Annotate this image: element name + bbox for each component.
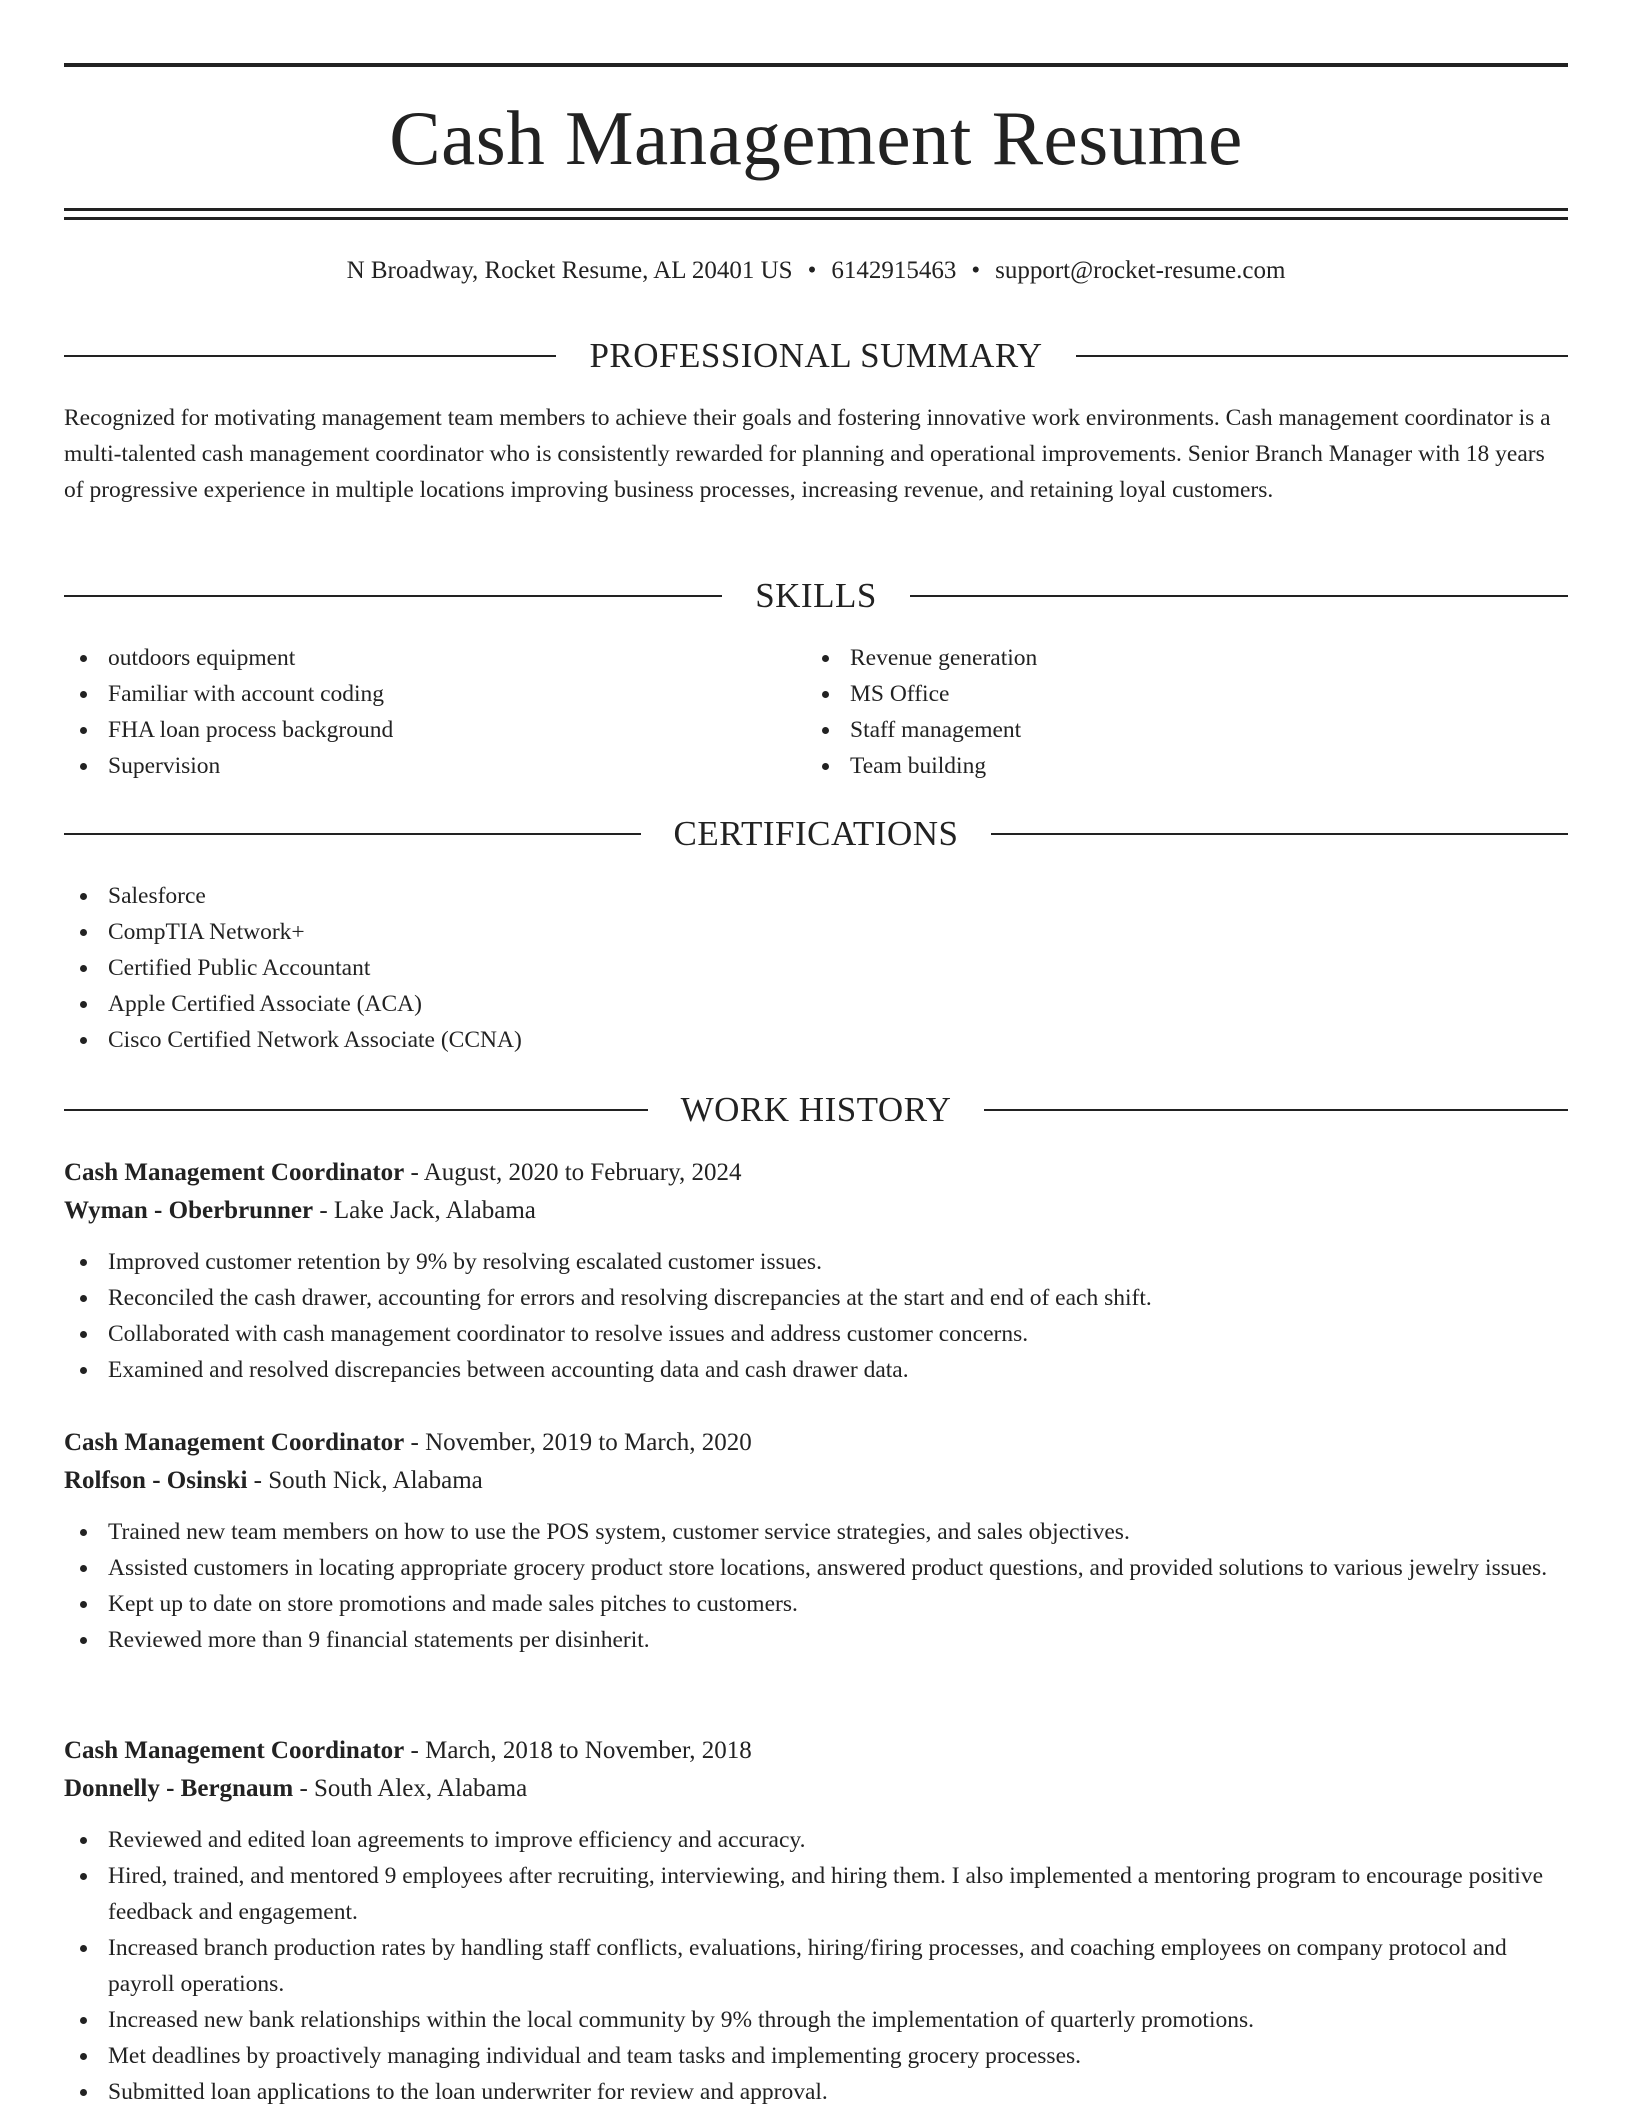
job-bullet: Submitted loan applications to the loan underwriter for review and approval. — [64, 2074, 1568, 2110]
job-company: Donnelly - Bergnaum — [64, 1775, 294, 1802]
section-rule — [64, 355, 556, 357]
job-bullet: Increased branch production rates by handling staff conflicts, evaluations, hiring/firing processes, and coaching employees on company protocol and payroll operations. — [64, 1930, 1568, 2002]
certification-item: Cisco Certified Network Associate (CCNA) — [64, 1022, 1568, 1058]
summary-text: Recognized for motivating management team members to achieve their goals and fostering innovative work environments. Cash management coordinator is a multi-talented cash management coordinator who is consistently rewarded for planning and operational improvements. Senior Branch Manager with 18 years of progressive experience in multiple locations improving business processes, increasing revenue, and retaining loyal customers. — [64, 405, 1551, 503]
job-title-line — [64, 1154, 1568, 1192]
section-heading-work-history — [64, 1088, 1568, 1132]
job-company-line — [64, 1462, 1568, 1500]
resume-title: Cash Management Resume — [389, 95, 1243, 181]
job-bullet: Reconciled the cash drawer, accounting for errors and resolving discrepancies at the start and end of each shift. — [64, 1280, 1568, 1316]
job-bullet: Reviewed more than 9 financial statements per disinherit. — [64, 1622, 1568, 1658]
skill-item: outdoors equipment — [64, 640, 764, 676]
skill-item: Staff management — [806, 712, 1506, 748]
section-heading-certifications — [64, 812, 1568, 856]
section-title: WORK HISTORY — [680, 1090, 952, 1129]
job-bullet: Improved customer retention by 9% by resolving escalated customer issues. — [64, 1244, 1568, 1280]
skill-item: MS Office — [806, 676, 1506, 712]
skill-item: Revenue generation — [806, 640, 1506, 676]
section-title: CERTIFICATIONS — [673, 814, 959, 853]
job-bullet: Increased new bank relationships within the local community by 9% through the implementation of quarterly promotions. — [64, 2002, 1568, 2038]
contact-email: support@rocket-resume.com — [995, 257, 1286, 284]
section-rule — [991, 833, 1568, 835]
job-title-line — [64, 1424, 1568, 1462]
contact-separator: • — [807, 257, 817, 284]
job-company-line — [64, 1192, 1568, 1230]
contact-line — [64, 253, 1568, 289]
job-title-line — [64, 1732, 1568, 1770]
top-rule — [64, 63, 1568, 67]
section-rule — [64, 595, 722, 597]
certifications-list — [64, 878, 1568, 1058]
title-double-rule — [64, 208, 1568, 220]
section-rule — [984, 1109, 1568, 1111]
certification-item: Apple Certified Associate (ACA) — [64, 986, 1568, 1022]
section-rule — [1076, 355, 1568, 357]
section-rule — [64, 1109, 648, 1111]
certification-item: Certified Public Accountant — [64, 950, 1568, 986]
job-bullet: Reviewed and edited loan agreements to improve efficiency and accuracy. — [64, 1822, 1568, 1858]
job-bullets — [64, 1822, 1568, 2110]
job-bullet: Collaborated with cash management coordinator to resolve issues and address customer concerns. — [64, 1316, 1568, 1352]
job-entry — [64, 1424, 1568, 1658]
job-location: - Lake Jack, Alabama — [313, 1197, 536, 1224]
job-title: Cash Management Coordinator — [64, 1159, 405, 1186]
certification-item: CompTIA Network+ — [64, 914, 1568, 950]
skill-item: Familiar with account coding — [64, 676, 764, 712]
section-heading-skills — [64, 574, 1568, 618]
contact-address: N Broadway, Rocket Resume, AL 20401 US — [346, 257, 793, 284]
section-heading-summary — [64, 334, 1568, 378]
section-title: PROFESSIONAL SUMMARY — [589, 336, 1043, 375]
job-location: - South Alex, Alabama — [293, 1775, 528, 1802]
job-bullets — [64, 1244, 1568, 1388]
skill-item: Supervision — [64, 748, 764, 784]
job-bullet: Kept up to date on store promotions and made sales pitches to customers. — [64, 1586, 1568, 1622]
job-dates: - March, 2018 to November, 2018 — [404, 1737, 752, 1764]
contact-separator: • — [971, 257, 981, 284]
skills-list-right — [806, 640, 1506, 784]
job-company: Wyman - Oberbrunner — [64, 1197, 314, 1224]
job-dates: - November, 2019 to March, 2020 — [404, 1429, 752, 1456]
certification-item: Salesforce — [64, 878, 1568, 914]
job-dates: - August, 2020 to February, 2024 — [404, 1159, 742, 1186]
contact-phone: 6142915463 — [831, 257, 957, 284]
job-company-line — [64, 1770, 1568, 1808]
skill-item: Team building — [806, 748, 1506, 784]
section-rule — [64, 833, 641, 835]
job-bullet: Trained new team members on how to use the POS system, customer service strategies, and sales objectives. — [64, 1514, 1568, 1550]
job-bullets — [64, 1514, 1568, 1658]
job-entry — [64, 1154, 1568, 1388]
job-bullet: Examined and resolved discrepancies between accounting data and cash drawer data. — [64, 1352, 1568, 1388]
job-entry — [64, 1732, 1568, 2110]
job-bullet: Hired, trained, and mentored 9 employees after recruiting, interviewing, and hiring them. I also implemented a mentoring program to encourage positive feedback and engagement. — [64, 1858, 1568, 1930]
section-title: SKILLS — [755, 576, 877, 615]
job-title: Cash Management Coordinator — [64, 1737, 405, 1764]
skill-item: FHA loan process background — [64, 712, 764, 748]
job-title: Cash Management Coordinator — [64, 1429, 405, 1456]
job-company: Rolfson - Osinski — [64, 1467, 248, 1494]
job-location: - South Nick, Alabama — [247, 1467, 483, 1494]
job-bullet: Assisted customers in locating appropriate grocery product store locations, answered product questions, and provided solutions to various jewelry issues. — [64, 1550, 1568, 1586]
skills-list-left — [64, 640, 764, 784]
job-bullet: Met deadlines by proactively managing individual and team tasks and implementing grocery processes. — [64, 2038, 1568, 2074]
section-rule — [910, 595, 1568, 597]
